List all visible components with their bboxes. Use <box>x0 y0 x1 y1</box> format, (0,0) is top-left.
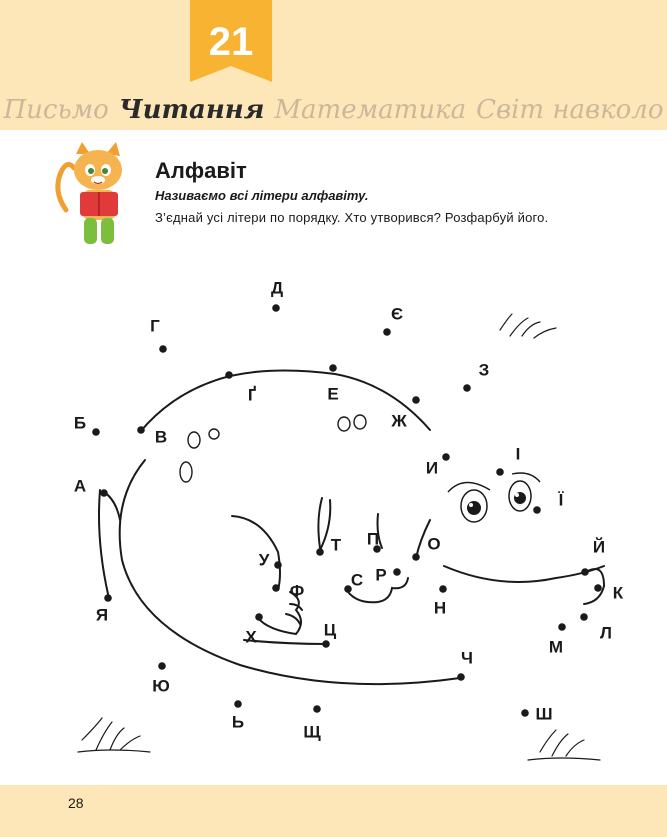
tab-reading[interactable]: Читання <box>118 95 265 125</box>
dot-letter: Е <box>327 384 339 404</box>
dot-13[interactable] <box>533 506 541 514</box>
tab-world-around[interactable]: Світ навколо <box>476 95 664 125</box>
dot-letter: З <box>478 360 490 380</box>
dot-letter: Г <box>150 316 160 336</box>
dot-letter: Н <box>433 598 447 618</box>
eye-brow-right <box>512 473 540 482</box>
dot-letter: Л <box>600 623 612 643</box>
claw-2 <box>286 614 300 624</box>
body-outline-top <box>140 370 430 432</box>
dot-8[interactable] <box>383 328 391 336</box>
spot-1 <box>188 432 200 448</box>
page-number: 28 <box>68 795 84 811</box>
dot-letter: Щ <box>303 722 321 742</box>
dot-25[interactable] <box>272 584 280 592</box>
task-instruction: З’єднай усі літери по порядку. Хто утворився? Розфарбуй його. <box>155 210 549 225</box>
dot-28[interactable] <box>457 673 465 681</box>
dot-letter: А <box>73 476 87 496</box>
dot-11[interactable] <box>442 453 450 461</box>
dot-16[interactable] <box>580 613 588 621</box>
dot-26[interactable] <box>255 613 263 621</box>
spot-5 <box>354 415 366 429</box>
dot-33[interactable] <box>104 594 112 602</box>
grass-2 <box>500 314 556 338</box>
dot-27[interactable] <box>322 640 330 648</box>
dot-letter: М <box>548 637 564 657</box>
dot-letter: Ч <box>461 648 473 668</box>
dot-letter: П <box>366 529 380 549</box>
tab-writing[interactable]: Письмо <box>3 95 109 125</box>
dot-2[interactable] <box>92 428 100 436</box>
mouth <box>444 566 604 582</box>
task-title: Алфавіт <box>155 158 247 183</box>
tail <box>99 490 108 594</box>
footer-band <box>0 785 667 837</box>
lesson-number: 21 <box>208 20 254 64</box>
dot-letter: Ш <box>535 704 553 724</box>
eyes <box>461 481 531 522</box>
dot-10[interactable] <box>463 384 471 392</box>
dot-31[interactable] <box>234 700 242 708</box>
front-leg <box>232 516 280 590</box>
dot-letter: Б <box>73 413 87 433</box>
body-outline-back <box>120 460 460 684</box>
dot-19[interactable] <box>412 553 420 561</box>
dot-letter: Я <box>95 605 109 625</box>
dot-letter: Х <box>245 627 257 647</box>
dot-letter: В <box>154 427 168 447</box>
dot-letter: Р <box>375 565 387 585</box>
dot-letter: Ґ <box>247 385 257 405</box>
back-leg-2 <box>318 498 322 548</box>
dot-letter: Д <box>270 278 284 298</box>
dot-29[interactable] <box>521 709 529 717</box>
back-leg-1 <box>320 500 330 550</box>
dot-17[interactable] <box>558 623 566 631</box>
dot-letter: Й <box>592 537 606 557</box>
dot-4[interactable] <box>159 345 167 353</box>
dot-letter: Є <box>390 304 404 324</box>
dot-letter: С <box>350 570 364 590</box>
dot-letter: У <box>258 550 270 570</box>
dot-32[interactable] <box>158 662 166 670</box>
dot-5[interactable] <box>225 371 233 379</box>
dot-letter: О <box>427 534 441 554</box>
dot-18[interactable] <box>439 585 447 593</box>
spot-3 <box>180 462 192 482</box>
grass-1 <box>78 718 150 752</box>
dot-letter: Т <box>330 535 342 555</box>
dot-1[interactable] <box>100 489 108 497</box>
dot-12[interactable] <box>496 468 504 476</box>
dot-30[interactable] <box>313 705 321 713</box>
dot-letter: Ж <box>391 411 407 431</box>
dot-24[interactable] <box>274 561 282 569</box>
dot-21[interactable] <box>393 568 401 576</box>
spot-4 <box>338 417 350 431</box>
dot-letter: Ї <box>558 490 564 510</box>
dot-3[interactable] <box>137 426 145 434</box>
dot-23[interactable] <box>316 548 324 556</box>
dot-14[interactable] <box>581 568 589 576</box>
dot-letter: Ь <box>231 712 245 732</box>
task-subtitle: Називаємо всі літери алфавіту. <box>155 188 369 203</box>
dot-letter: Ц <box>323 620 337 640</box>
tail-2 <box>104 492 120 520</box>
dot-letter: І <box>515 444 521 464</box>
dot-letter: К <box>612 583 624 603</box>
dot-6[interactable] <box>272 304 280 312</box>
grass-3 <box>528 730 600 760</box>
dot-letter: Ю <box>152 676 170 696</box>
dot-letter: И <box>425 458 439 478</box>
dot-9[interactable] <box>412 396 420 404</box>
dot-15[interactable] <box>594 584 602 592</box>
tab-math[interactable]: Математика <box>274 95 467 125</box>
spot-2 <box>209 429 219 439</box>
dot-letter: Ф <box>289 581 305 601</box>
dot-7[interactable] <box>329 364 337 372</box>
